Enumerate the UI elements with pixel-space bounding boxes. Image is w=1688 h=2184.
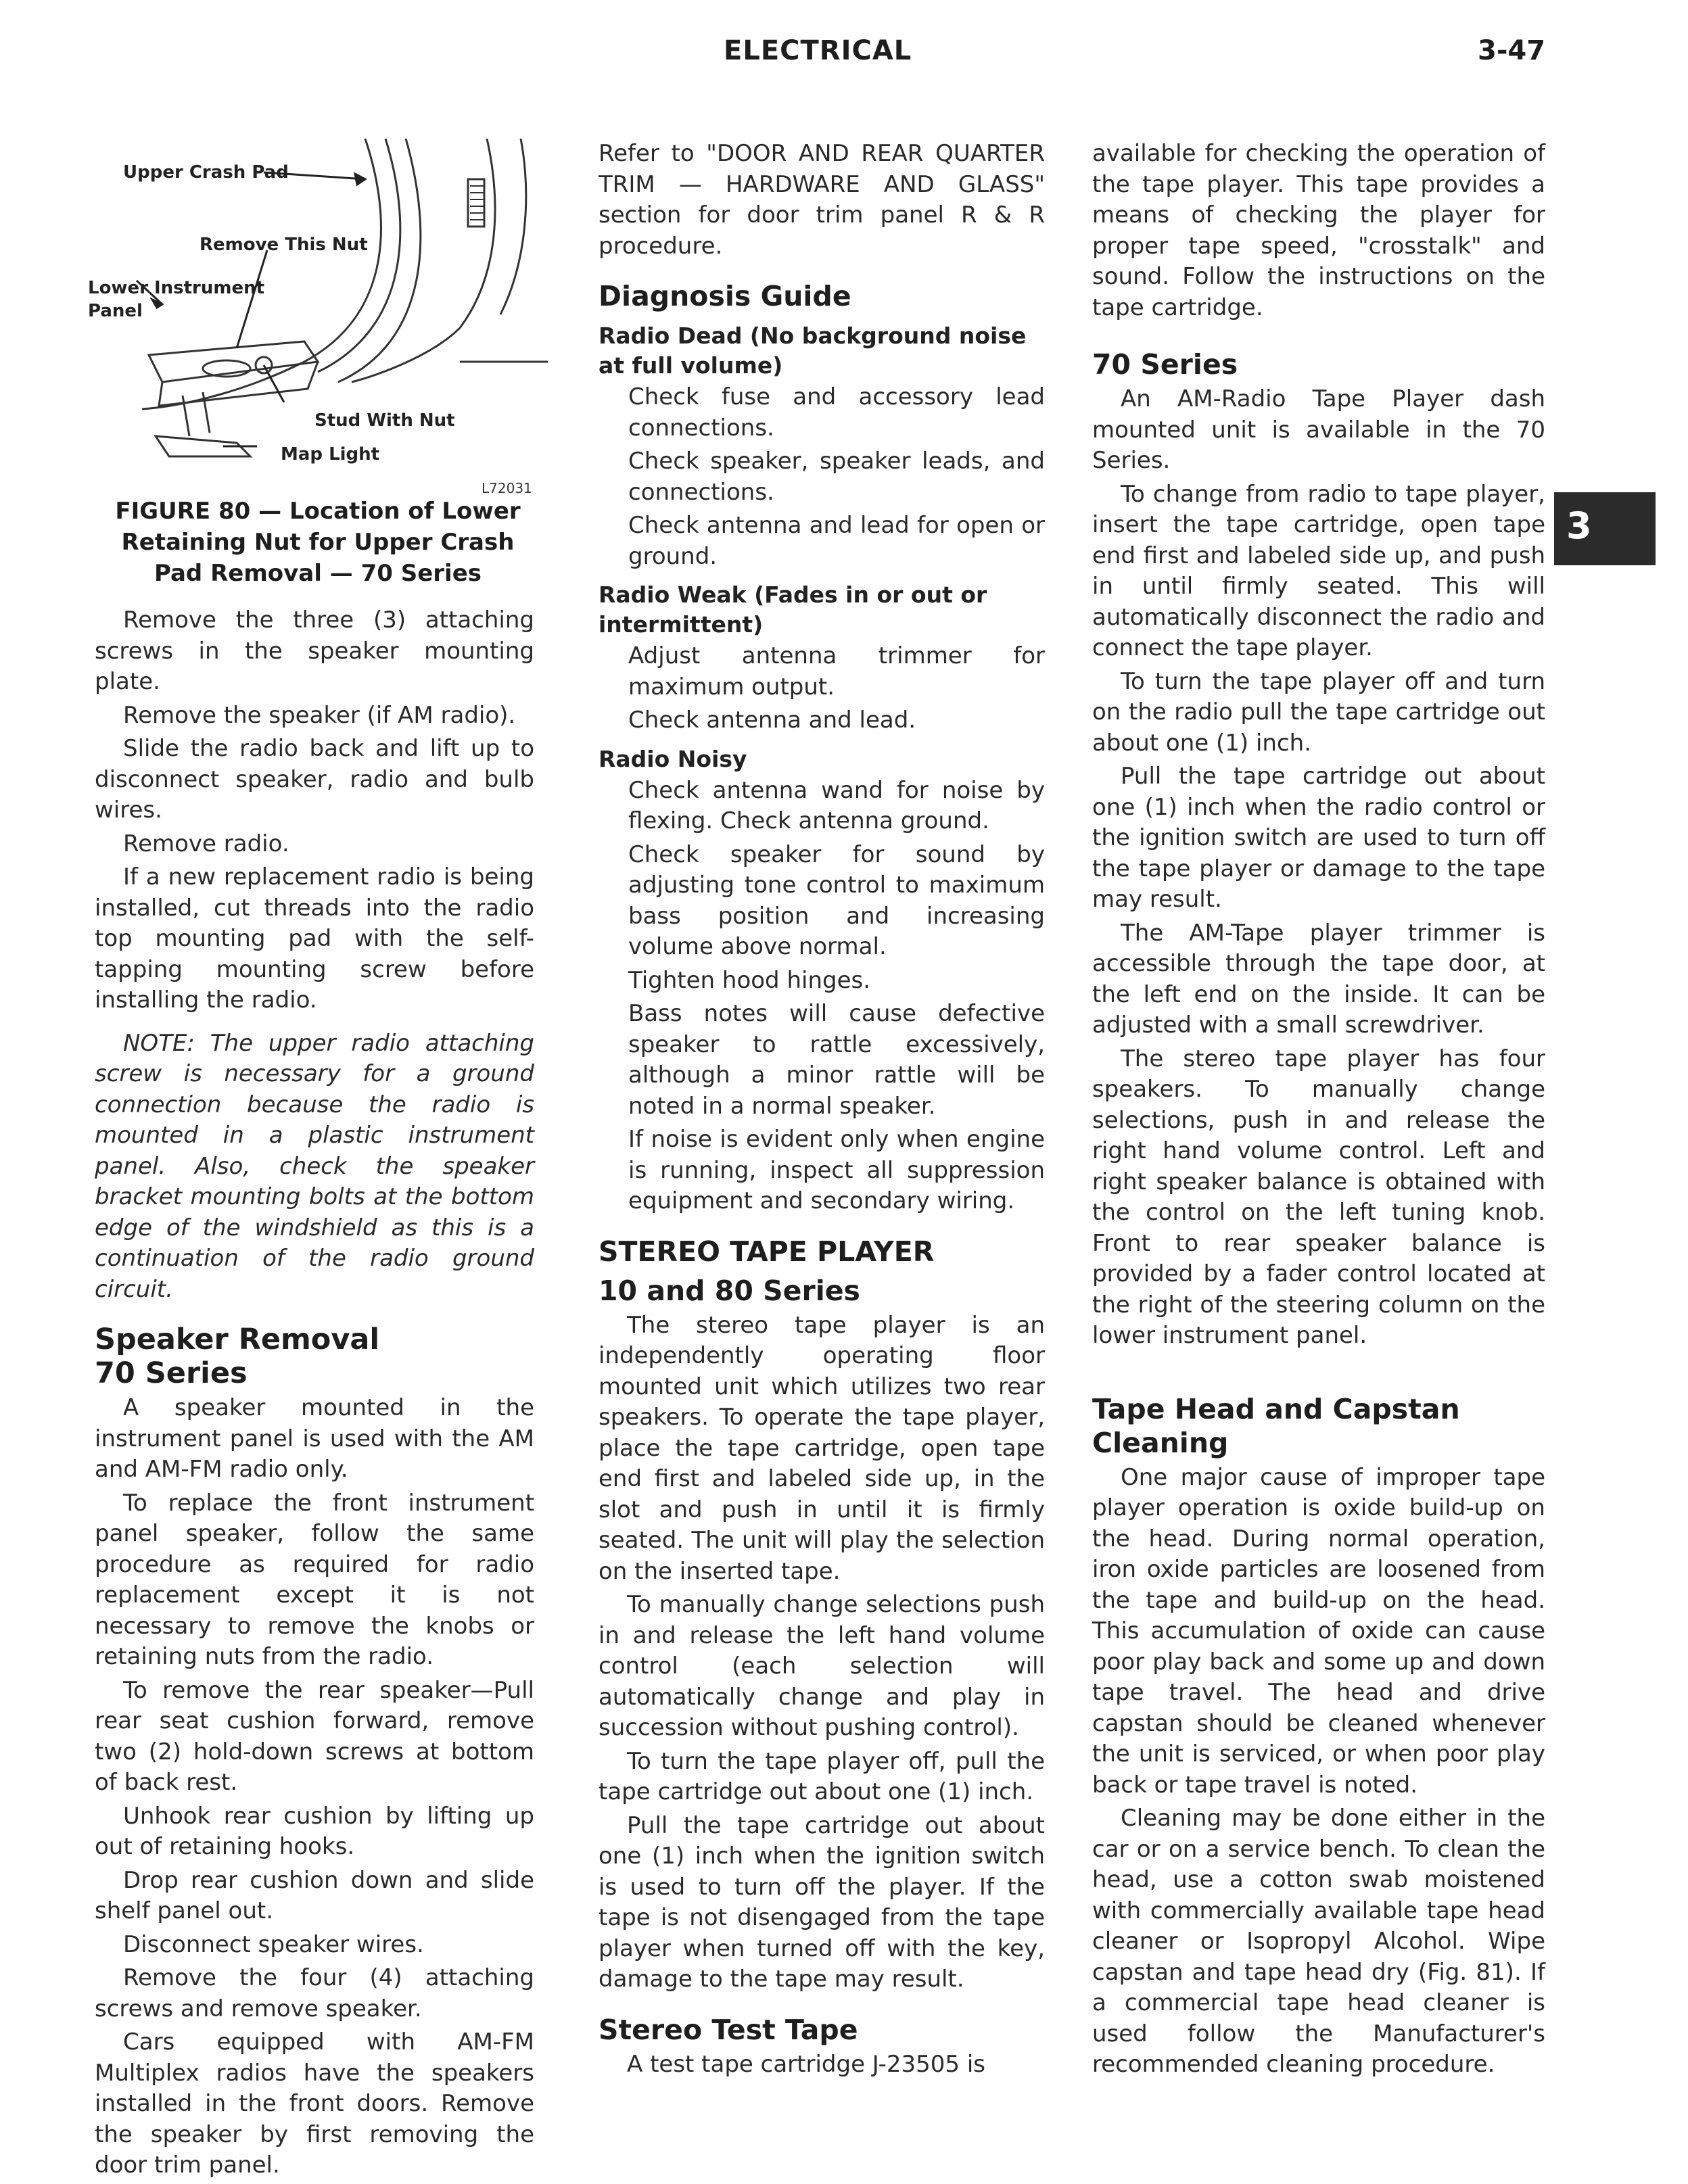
paragraph: Pull the tape cartridge out about one (1) inch when the radio control or the ignition switch are used to turn off the tape player or damage to the tape may result. xyxy=(1092,763,1545,913)
paragraph: If a new replacement radio is being installed, cut threads into the radio top mounting pad with the self-tapping mounting screw before installing the radio. xyxy=(95,863,534,1014)
heading-stereo-tape-player: STEREO TAPE PLAYER xyxy=(599,1235,935,1268)
paragraph: Remove the four (4) attaching screws and remove speaker. xyxy=(95,1964,534,2022)
list-item: Check speaker for sound by adjusting tone control to maximum bass position and increasing volume above normal. xyxy=(628,840,1045,960)
paragraph: Remove the speaker (if AM radio). xyxy=(123,701,516,729)
list-item: If noise is evident only when engine is running, inspect all suppression equipment and secondary wiring. xyxy=(628,1126,1045,1214)
paragraph: Unhook rear cushion by lifting up out of retaining hooks. xyxy=(95,1802,534,1860)
callout-map-light: Map Light xyxy=(281,444,380,465)
paragraph: Disconnect speaker wires. xyxy=(123,1930,424,1958)
figure-code: L72031 xyxy=(482,480,532,496)
paragraph: A speaker mounted in the instrument panel is used with the AM and AM-FM radio only. xyxy=(95,1394,534,1483)
heading-diagnosis-guide: Diagnosis Guide xyxy=(599,280,851,312)
paragraph: The stereo tape player is an independently operating floor mounted unit which utilizes two rear speakers. To operate the tape player, place the tape cartridge, open tape end first and labeled side up, in the slot and push in until it is firmly seated. The unit will play the selection on the inserted tape. xyxy=(599,1311,1045,1585)
callout-upper-crash-pad: Upper Crash Pad xyxy=(123,162,289,183)
column-2 xyxy=(599,139,1045,2083)
paragraph: Cars equipped with AM-FM Multiplex radios have the speakers installed in the front doors. Remove the speaker by first removing the door trim panel. xyxy=(95,2028,534,2179)
heading-70-series-tape: 70 Series xyxy=(1092,348,1238,381)
note-paragraph: NOTE: The upper radio attaching screw is necessary for a ground connection because the radio is mounted in a plastic instrument panel. Also, check the speaker bracket mounting bolts at the bottom edge of the windshield as this is a continuation of the radio ground circuit. xyxy=(95,1029,534,1303)
figure-caption: FIGURE 80 — Location of Lower Retaining Nut for Upper Crash Pad Removal — 70 Series xyxy=(115,498,521,587)
paragraph: Drop rear cushion down and slide shelf panel out. xyxy=(95,1866,534,1924)
paragraph: Remove the three (3) attaching screws in the speaker mounting plate. xyxy=(95,607,534,695)
list-item: Check speaker, speaker leads, and connections. xyxy=(628,448,1045,506)
heading-radio-dead: Radio Dead (No background noise at full volume) xyxy=(599,323,1027,379)
heading-radio-weak: Radio Weak (Fades in or out or intermittent) xyxy=(599,581,987,638)
paragraph: To remove the rear speaker—Pull rear seat cushion forward, remove two (2) hold-down screws at bottom of back rest. xyxy=(95,1676,534,1796)
paragraph: An AM-Radio Tape Player dash mounted unit is available in the 70 Series. xyxy=(1092,385,1545,474)
paragraph: The AM-Tape player trimmer is accessible through the tape door, at the left end on the inside. It can be adjusted with a small screwdriver. xyxy=(1092,919,1545,1039)
section-tab xyxy=(1554,492,1656,565)
heading-stereo-test-tape: Stereo Test Tape xyxy=(599,2013,858,2046)
callout-stud-with-nut: Stud With Nut xyxy=(314,410,455,431)
list-item: Check antenna wand for noise by flexing. Check antenna ground. xyxy=(628,776,1045,834)
paragraph: Refer to "DOOR AND REAR QUARTER TRIM — HARDWARE AND GLASS" section for door trim panel R & R procedure. xyxy=(599,140,1045,260)
callout-lower-instrument: Lower Instrument xyxy=(88,278,265,298)
page-header-title: ELECTRICAL xyxy=(724,35,912,66)
list-item: Check antenna and lead. xyxy=(628,707,916,734)
heading-10-80-series: 10 and 80 Series xyxy=(599,1274,860,1307)
paragraph: The stereo tape player has four speakers. To manually change selections, push in and release the right hand volume control. Left and right speaker balance is obtained with the control on the left tuning knob. Front to rear speaker balance is provided by a fader control located at the right of the steering column on the lower instrument panel. xyxy=(1092,1045,1545,1349)
paragraph: To manually change selections push in and release the left hand volume control (each selection will automatically change and play in succession without pushing control). xyxy=(599,1591,1045,1741)
paragraph: One major cause of improper tape player operation is oxide build-up on the head. During normal operation, iron oxide particles are loosened from the tape and build-up on the head. This accumulation of oxide can cause poor play back and some up and down tape travel. The head and drive capstan should be cleaned whenever the unit is serviced, or when poor play back or tape travel is noted. xyxy=(1092,1463,1545,1799)
paragraph: To replace the front instrument panel speaker, follow the same procedure as required for radio replacement except it is not necessary to remove the knobs or retaining nuts from the radio. xyxy=(95,1489,534,1670)
column-1 xyxy=(95,605,534,2184)
callout-panel: Panel xyxy=(88,301,143,321)
page-number: 3-47 xyxy=(1478,35,1546,66)
paragraph: Slide the radio back and lift up to disconnect speaker, radio and bulb wires. xyxy=(95,735,534,824)
list-item: Check antenna and lead for open or ground. xyxy=(628,512,1045,570)
heading-speaker-removal: Speaker Removal xyxy=(95,1323,380,1356)
callout-remove-this-nut: Remove This Nut xyxy=(200,235,368,255)
paragraph: available for checking the operation of the tape player. This tape provides a means of checking the player for proper tape speed, "crosstalk" and sound. Follow the instructions on the tape cartridge. xyxy=(1092,140,1545,321)
paragraph: Pull the tape cartridge out about one (1) inch when the ignition switch is used to turn off the player. If the tape is not disengaged from the tape player when turned off with the key, damage to the tape may result. xyxy=(599,1811,1045,1993)
figure-80 xyxy=(81,139,548,497)
paragraph: To turn the tape player off and turn on the radio pull the tape cartridge out about one (1) inch. xyxy=(1092,667,1545,757)
list-item: Check fuse and accessory lead connections. xyxy=(628,383,1045,442)
list-item: Adjust antenna trimmer for maximum output. xyxy=(628,642,1045,701)
list-item: Tighten hood hinges. xyxy=(628,966,871,994)
column-3 xyxy=(1092,139,1545,2083)
crash-pad-diagram xyxy=(81,139,548,497)
section-tab-label: 3 xyxy=(1566,504,1592,547)
heading-tape-head-cleaning: Tape Head and Capstan Cleaning xyxy=(1092,1392,1460,1459)
heading-radio-noisy: Radio Noisy xyxy=(599,745,747,772)
paragraph: A test tape cartridge J-23505 is xyxy=(627,2050,986,2078)
list-item: Bass notes will cause defective speaker to rattle excessively, although a minor rattle will be noted in a normal speaker. xyxy=(628,1000,1045,1120)
heading-70-series: 70 Series xyxy=(95,1356,248,1390)
paragraph: To turn the tape player off, pull the tape cartridge out about one (1) inch. xyxy=(599,1747,1045,1805)
paragraph: Cleaning may be done either in the car or on a service bench. To clean the head, use a cotton swab moistened with commercially available tape head cleaner or Isopropyl Alcohol. Wipe capstan and tape head dry (Fig. 81). If a commercial tape head cleaner is used follow the Manufacturer's recommended cleaning procedure. xyxy=(1092,1805,1545,2078)
paragraph: Remove radio. xyxy=(123,830,289,857)
paragraph: To change from radio to tape player, insert the tape cartridge, open tape end first and labeled side up, and push in until firmly seated. This will automatically disconnect the radio and connect the tape player. xyxy=(1092,480,1545,661)
